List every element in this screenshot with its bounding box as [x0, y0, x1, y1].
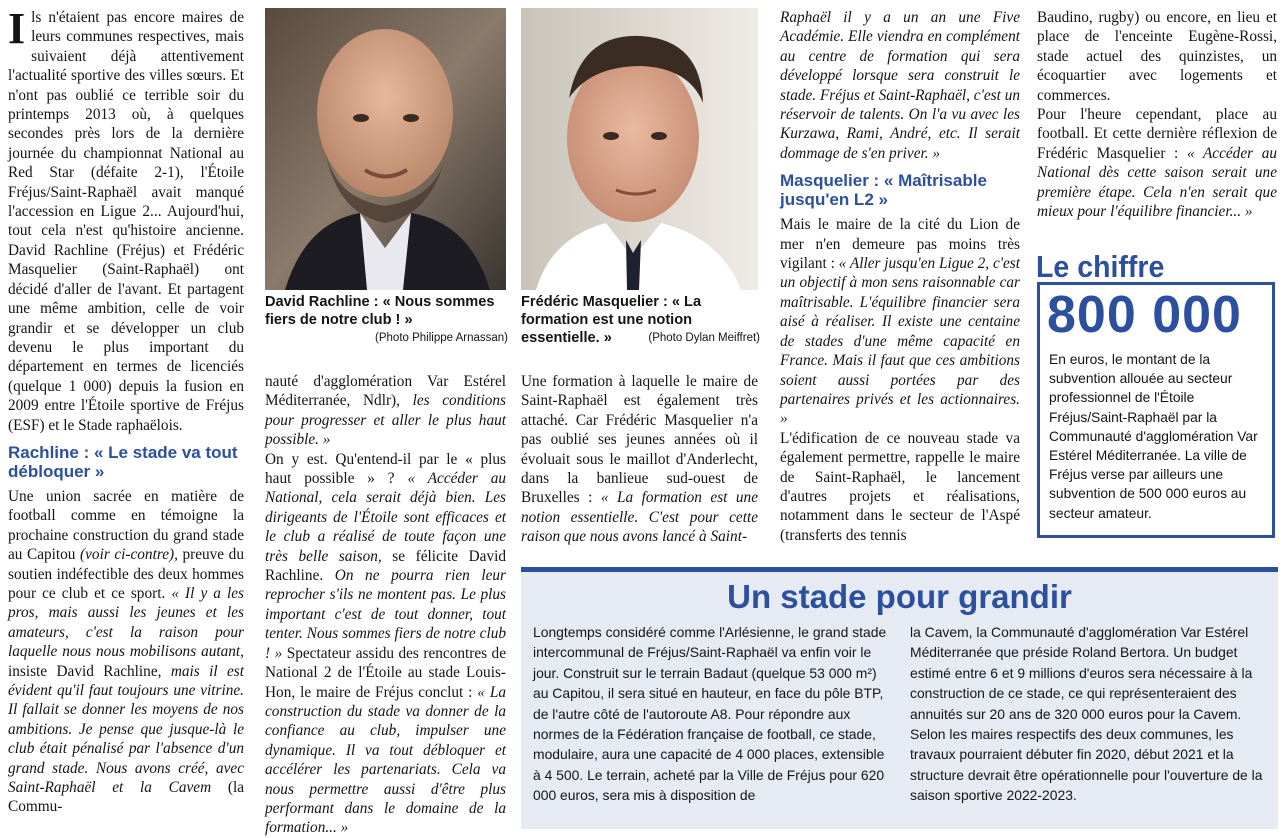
paragraph: On y est. Qu'entend-il par le « plus haut possible » ? « Accéder au National, cela serait déjà bien. Les dirigeants de l'Étoile sont efficaces et le club a réalisé de toute façon une très belle saison, se félicite David Rachline. On ne pourra rien leur reprocher s'ils ne montent pas. Le plus important c'est de tout donner, tout tenter. Nous sommes fiers de notre club ! » Spectateur assidu des rencontres de National 2 de l'Étoile au stade Louis-Hon, le maire de Fréjus conclut : « La construction du stade va donner de la confiance au club, impulser une dynamique. Il va tout débloquer et accélérer les partenariats. Cela va nous permettre aussi d'être plus performant dans le domaine de la formation... » — [265, 450, 507, 837]
chiffre-heading: Le chiffre — [1036, 249, 1165, 284]
stadium-column-2 — [910, 622, 1268, 806]
paragraph: Une formation à laquelle le maire de Saint-Raphaël est également très attaché. Car Frédéric Masquelier n'a pas oublié ses jeunes années où il évoluait sous le maillot d'Anderlecht, dans la banlieue sud-ouest de Bruxelles : « La formation est une notion essentielle. C'est pour cette raison que nous avons lancé à Saint- — [521, 373, 758, 546]
article-column-4 — [780, 8, 1020, 545]
stadium-column-1: Longtemps considéré comme l'Arlésienne, le grand stade intercommunal de Fréjus/Saint-Raphaël va enfin voir le jour. Construit sur le terrain Badaut (quelque 53 000 m²) au Capitou, il sera situé en hauteur, en face du pôle BTP, de l'autre côté de l'autoroute A8. Pour répondre aux normes de la Fédération française de football, ce stade, modulaire, aura une capacité de 4 000 places, extensible à 4 500. Le terrain, acheté par la Ville de Fréjus pour 620 000 euros, sera mis à disposition de — [533, 624, 887, 804]
chiffre-number: 800 000 — [1047, 286, 1242, 344]
paragraph: L'édification de ce nouveau stade va également permettre, rappelle le maire de Saint-Raphaël, le lancement d'autres projets et réalisations, notamment dans le secteur de l'Aspé (transferts des tennis — [780, 429, 1020, 544]
paragraph: Selon les maires respectifs des deux communes, les travaux pourraient débuter fin 2020, début 2021 et la structure devrait être opérationnelle pour l'ouverture de la saison sportive 2022-2023. — [910, 726, 1263, 804]
photo-credit: (Photo Philippe Arnassan) — [375, 332, 508, 344]
caption-rachline — [265, 293, 508, 347]
portrait-image — [521, 8, 758, 290]
paragraph: nauté d'agglomération Var Estérel Méditerranée, Ndlr), les conditions pour progresser et aller le plus haut possible. » — [265, 373, 506, 449]
photo-david-rachline — [265, 8, 506, 290]
caption-title: Frédéric Masquelier : « La formation est une notion essentielle. » — [521, 294, 702, 346]
portrait-image — [265, 8, 506, 290]
paragraph: Mais le maire de la cité du Lion de mer n'en demeure pas moins très vigilant : « Aller jusqu'en Ligue 2, c'est un objectif à mon sens raisonnable car maîtrisable. L'équilibre financier sera aisé à réaliser. Il existe une centaine de stades d'une même capacité en France. Mais il faut que ces ambitions soient aussi portées par des partenaires privés et les actionnaires. » — [780, 216, 1020, 428]
caption-title: David Rachline : « Nous sommes fiers de notre club ! » — [265, 294, 495, 328]
article-column-5 — [1037, 8, 1277, 221]
article-column-3 — [521, 372, 758, 547]
paragraph: Pour l'heure cependant, place au football. Et cette dernière réflexion de Frédéric Masquelier : « Accéder au National dès cette saison serait une première étape. Cela n'en serait que mieux pour l'équilibre financier... » — [1037, 106, 1278, 221]
subhead-masquelier: Masquelier : « Maîtrisable jusqu'en L2 » — [780, 171, 987, 210]
stadium-box-rule — [521, 567, 1278, 572]
paragraph: la Cavem, la Communauté d'agglomération Var Estérel Méditerranée que préside Roland Bertora. Un budget estimé entre 6 et 9 millions d'euros sera nécessaire à la construction de ce stade, ce qui représenteraient des annuités sur 20 ans de 320 000 euros pour la Cavem. — [910, 624, 1253, 722]
paragraph: Raphaël il y a un an une Five Académie. Elle viendra en complément au centre de formation qui sera développé lorsque sera construit le stade. Fréjus et Saint-Raphaël, c'est un réservoir de talents. On l'a vu avec les Kurzawa, Rami, André, etc. Il serait dommage de s'en priver. » — [780, 9, 1020, 162]
caption-masquelier — [521, 293, 760, 347]
photo-credit: (Photo Dylan Meiffret) — [648, 332, 760, 344]
photo-frederic-masquelier — [521, 8, 758, 290]
article-column-2 — [265, 372, 506, 838]
intro-paragraph: Ils n'étaient pas encore maires de leurs communes respectives, mais suivaient déjà attentivement l'actualité sportive des villes sœurs. Et n'ont pas oublié ce terrible soir du printemps 2013 où, à quelques secondes près lors de la dernière journée du championnat National au Red Star (défaite 2-1), l'Étoile Fréjus/Saint-Raphaël avait manqué l'accession en Ligue 2... Aujourd'hui, tout cela n'est qu'histoire ancienne. David Rachline (Fréjus) et Frédéric Masquelier (Saint-Raphaël) ont décidé d'aller de l'avant. Et partagent une même ambition, celle de voir grandir et se développer un club devenu le plus important du département en termes de licenciés (quelque 1 000) depuis la fusion en 2009 entre l'Étoile sportive de Fréjus (ESF) et le Stade raphaëlois. — [8, 4, 244, 434]
chiffre-description: En euros, le montant de la subvention allouée au secteur professionnel de l'Étoile Fréjus/Saint-Raphaël par la Communauté d'agglomération Var Estérel Méditerranée. La ville de Fréjus verse par ailleurs une subvention de 500 000 euros au secteur amateur. — [1049, 352, 1258, 521]
stadium-box-title: Un stade pour grandir — [727, 578, 1072, 615]
paragraph: Baudino, rugby) ou encore, en lieu et place de l'enceinte Eugène-Rossi, stade actuel des quinzistes, un écoquartier avec logements et commerces. — [1037, 9, 1277, 104]
subhead-rachline: Rachline : « Le stade va tout débloquer » — [8, 442, 238, 481]
drop-cap: I — [8, 4, 26, 53]
article-column-1 — [8, 4, 244, 817]
paragraph: Une union sacrée en matière de football comme en témoigne la prochaine construction du grand stade au Capitou (voir ci-contre), preuve du soutien indéfectible des deux hommes pour ce club et ce sport. « Il y a les pros, mais aussi les jeunes et les amateurs, c'est la raison pour laquelle nous nous mobilisons autant, insiste David Rachline, mais il est évident qu'il faut toujours une vitrine. Il fallait se donner les moyens de nos ambitions. Je pense que jusque-là le club était pénalisé par l'absence d'un grand stade. Nous avons créé, avec Saint-Raphaël et la Cavem (la Commu- — [8, 487, 244, 816]
